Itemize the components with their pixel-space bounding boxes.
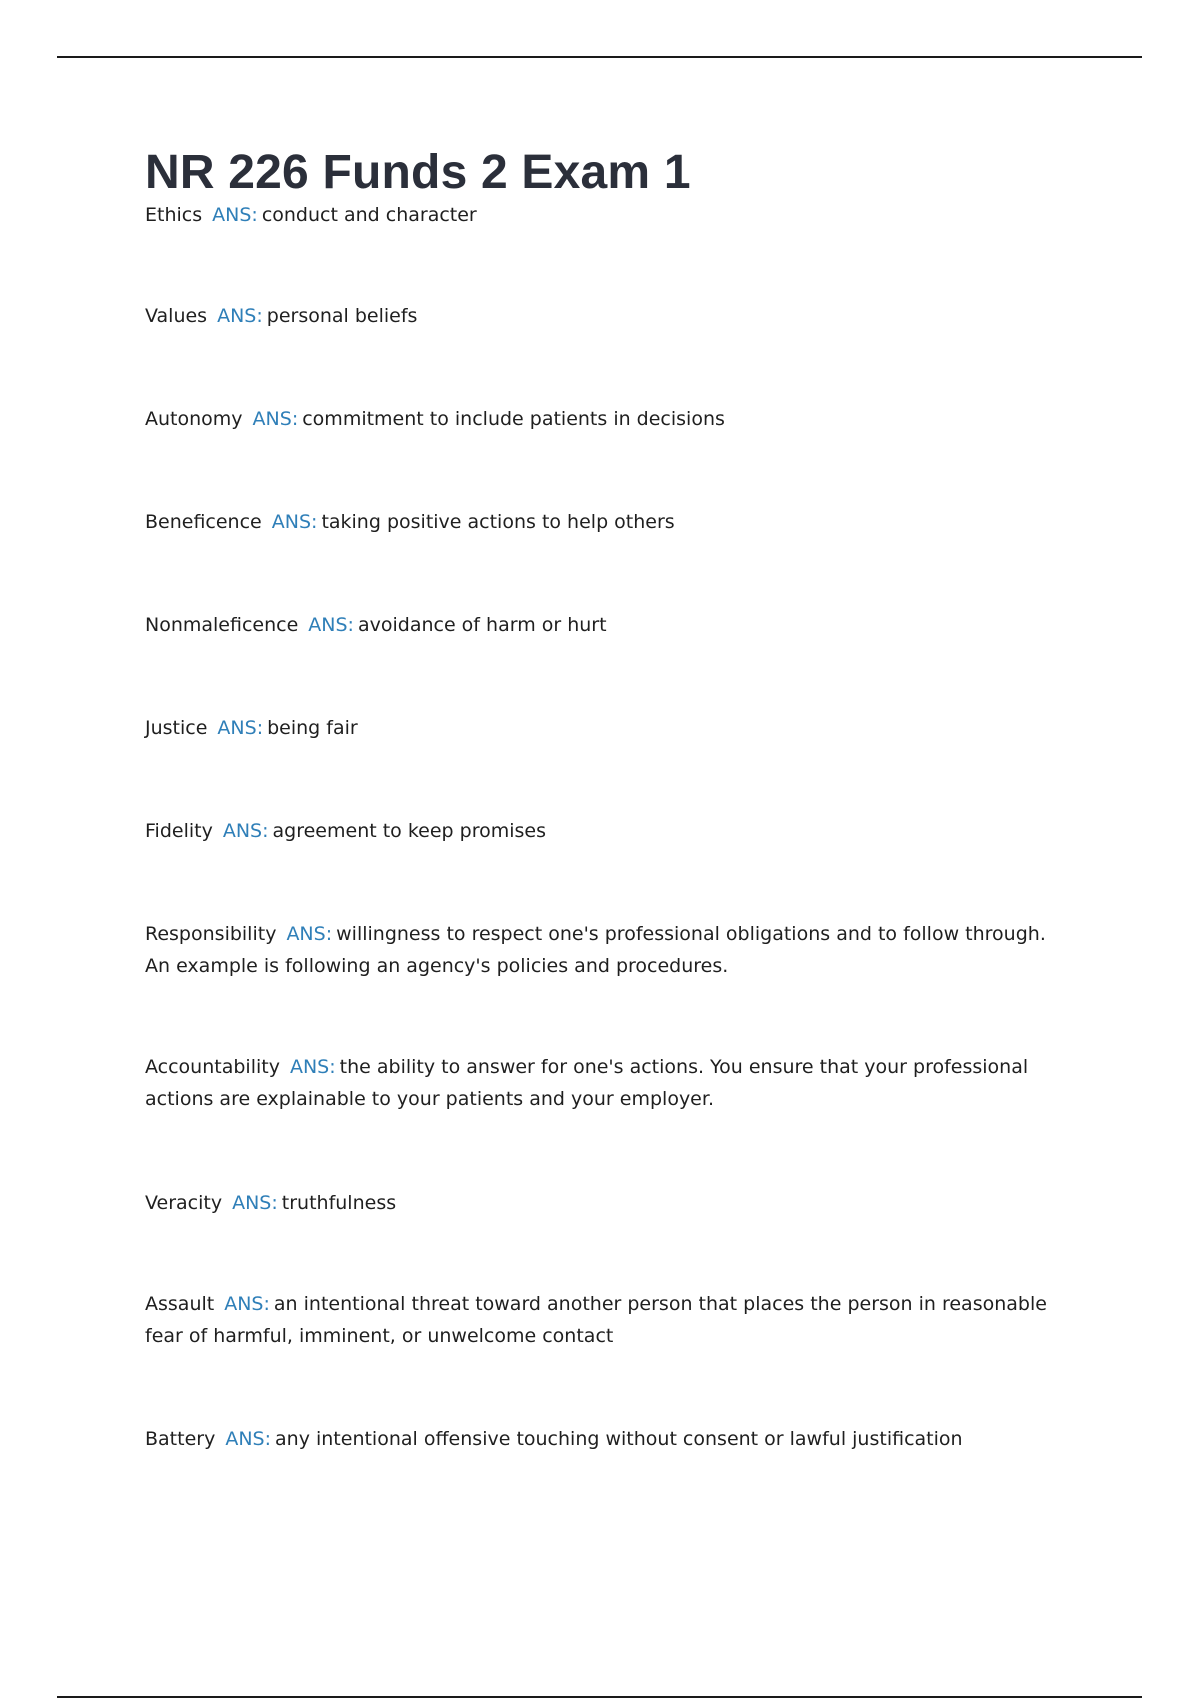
entry-justice bbox=[145, 712, 1075, 744]
entry-responsibility bbox=[145, 918, 1075, 982]
entry-term: Assault bbox=[145, 1293, 215, 1315]
entry-definition: agreement to keep promises bbox=[272, 820, 546, 842]
entry-term: Responsibility bbox=[145, 923, 277, 945]
entry-term: Fidelity bbox=[145, 820, 213, 842]
ans-label: ANS: bbox=[217, 717, 264, 739]
entry-fidelity bbox=[145, 815, 1075, 847]
entry-definition: willingness to respect one's professional obligations and to follow through. An example is following an agency's policies and procedures. bbox=[145, 923, 1046, 977]
ans-label: ANS: bbox=[222, 820, 269, 842]
bottom-rule bbox=[57, 1696, 1142, 1698]
page-title: NR 226 Funds 2 Exam 1 bbox=[145, 146, 691, 199]
top-rule bbox=[57, 56, 1142, 58]
entry-definition: conduct and character bbox=[261, 204, 477, 226]
entry-definition: taking positive actions to help others bbox=[321, 511, 675, 533]
entry-veracity bbox=[145, 1187, 1075, 1219]
entry-term: Accountability bbox=[145, 1056, 280, 1078]
entry-term: Battery bbox=[145, 1428, 216, 1450]
entry-definition: personal beliefs bbox=[266, 305, 418, 327]
entry-definition: truthfulness bbox=[281, 1192, 397, 1214]
ans-label: ANS: bbox=[271, 511, 318, 533]
ans-label: ANS: bbox=[232, 1192, 278, 1214]
entry-accountability bbox=[145, 1051, 1075, 1115]
entry-definition: avoidance of harm or hurt bbox=[357, 614, 607, 636]
ans-label: ANS: bbox=[225, 1428, 272, 1450]
ans-label: ANS: bbox=[224, 1293, 270, 1315]
ans-label: ANS: bbox=[286, 923, 333, 945]
ans-label: ANS: bbox=[252, 408, 299, 430]
entry-term: Beneficence bbox=[145, 511, 262, 533]
entry-battery bbox=[145, 1423, 1075, 1455]
ans-label: ANS: bbox=[308, 614, 354, 636]
entry-definition: any intentional offensive touching without consent or lawful justification bbox=[275, 1428, 963, 1450]
ans-label: ANS: bbox=[212, 204, 258, 226]
entry-term: Justice bbox=[145, 717, 208, 739]
entry-term: Nonmaleficence bbox=[145, 614, 299, 636]
entry-definition: the ability to answer for one's actions. You ensure that your professional actions are explainable to your patients and your employer. bbox=[145, 1056, 1029, 1110]
entry-assault bbox=[145, 1288, 1075, 1352]
entry-nonmaleficence bbox=[145, 609, 1075, 641]
entry-term: Values bbox=[145, 305, 208, 327]
entry-definition: commitment to include patients in decisions bbox=[302, 408, 725, 430]
entry-beneficence bbox=[145, 506, 1075, 538]
entry-values bbox=[145, 300, 1075, 332]
entry-autonomy bbox=[145, 403, 1075, 435]
entry-term: Autonomy bbox=[145, 408, 243, 430]
entry-ethics bbox=[145, 199, 1075, 231]
entry-definition: being fair bbox=[267, 717, 358, 739]
entry-term: Ethics bbox=[145, 204, 203, 226]
ans-label: ANS: bbox=[217, 305, 263, 327]
ans-label: ANS: bbox=[289, 1056, 336, 1078]
entry-definition: an intentional threat toward another person that places the person in reasonable fear of harmful, imminent, or unwelcome contact bbox=[145, 1293, 1047, 1347]
entry-term: Veracity bbox=[145, 1192, 223, 1214]
